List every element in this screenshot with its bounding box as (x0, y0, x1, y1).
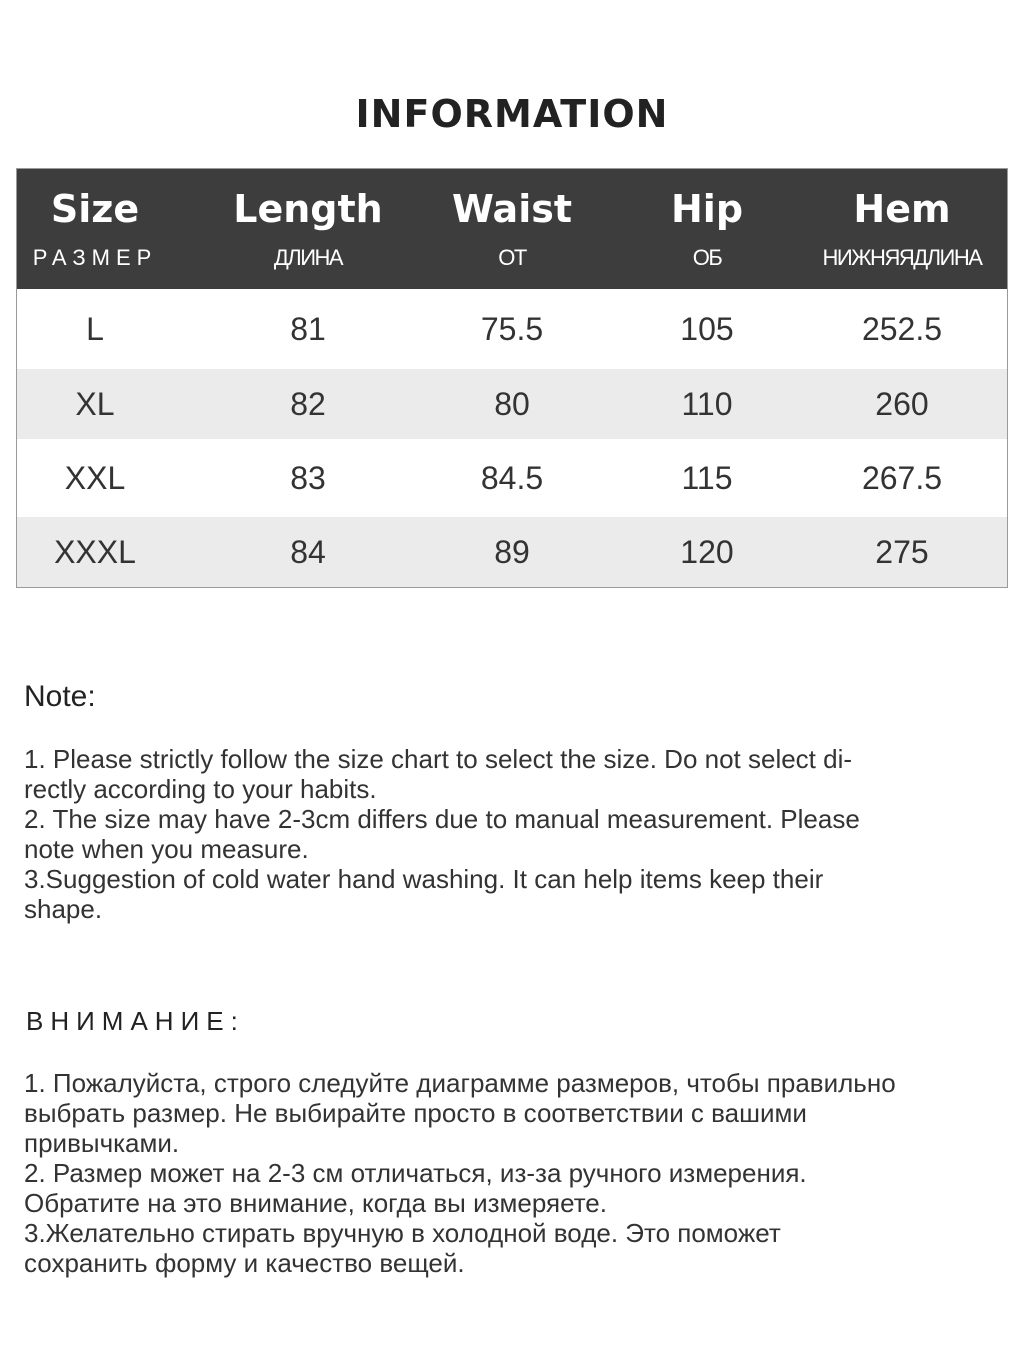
table-header (17, 169, 1007, 289)
hip-cell: 105 (680, 310, 734, 347)
table-row (17, 517, 1007, 587)
size-cell: L (86, 310, 104, 347)
ru-note-body (24, 1068, 999, 1278)
header-waist (417, 169, 607, 289)
note-line: 2. The size may have 2-3cm differs due to manual measurement. Please (24, 804, 860, 834)
table-row (17, 439, 1007, 517)
size-cell: XL (75, 385, 115, 422)
header-size (17, 169, 173, 289)
header-hem (807, 169, 997, 289)
ru-note-line: привычками. (24, 1128, 180, 1158)
hem-cell: 267.5 (861, 459, 943, 496)
table-row (17, 289, 1007, 369)
waist-cell: 75.5 (480, 310, 544, 347)
length-cell: 84 (290, 533, 326, 570)
header-length-ru: ДЛИНА (273, 245, 343, 270)
hem-cell: 275 (875, 533, 929, 570)
header-size-ru: РАЗМЕР (32, 245, 158, 270)
hem-cell: 260 (875, 385, 929, 422)
length-cell: 81 (290, 310, 326, 347)
size-cell: XXXL (54, 533, 136, 570)
page-title: INFORMATION (355, 92, 669, 136)
header-waist-ru: ОТ (498, 245, 526, 270)
ru-note-line: 2. Размер может на 2-3 см отличаться, из-за ручного измерения. (24, 1158, 807, 1188)
header-length-en: Length (233, 187, 383, 231)
hip-cell: 120 (680, 533, 734, 570)
note-line: shape. (24, 894, 103, 924)
size-table (16, 168, 1008, 588)
note-heading: Note: (24, 680, 96, 713)
length-cell: 82 (290, 385, 326, 422)
size-cell: XXL (64, 459, 126, 496)
waist-cell: 84.5 (480, 459, 544, 496)
note-body (24, 744, 994, 924)
waist-cell: 80 (494, 385, 530, 422)
hip-cell: 115 (681, 459, 733, 496)
ru-note-line: 3.Желательно стирать вручную в холодной воде. Это поможет (24, 1218, 781, 1248)
waist-cell: 89 (494, 533, 530, 570)
header-hip (612, 169, 802, 289)
note-line: note when you measure. (24, 834, 309, 864)
ru-note-heading: ВНИМАНИЕ: (26, 1006, 245, 1036)
ru-note-line: выбрать размер. Не выбирайте просто в соответствии с вашими (24, 1098, 807, 1128)
header-hem-ru: НИЖНЯЯДЛИНА (822, 245, 982, 270)
header-size-en: Size (50, 187, 140, 231)
header-length (213, 169, 403, 289)
ru-note-line: 1. Пожалуйста, строго следуйте диаграмме размеров, чтобы правильно (24, 1068, 896, 1098)
header-hem-en: Hem (853, 187, 951, 231)
length-cell: 83 (290, 459, 326, 496)
table-row (17, 369, 1007, 439)
ru-note-line: сохранить форму и качество вещей. (24, 1248, 465, 1278)
header-hip-en: Hip (670, 187, 744, 231)
hip-cell: 110 (681, 385, 733, 422)
note-line: rectly according to your habits. (24, 774, 377, 804)
header-waist-en: Waist (451, 187, 572, 231)
note-line: 1. Please strictly follow the size chart to select the size. Do not select di- (24, 744, 853, 774)
note-line: 3.Suggestion of cold water hand washing. It can help items keep their (24, 864, 824, 894)
hem-cell: 252.5 (861, 310, 943, 347)
header-hip-ru: ОБ (692, 245, 722, 270)
ru-note-line: Обратите на это внимание, когда вы измеряете. (24, 1188, 607, 1218)
